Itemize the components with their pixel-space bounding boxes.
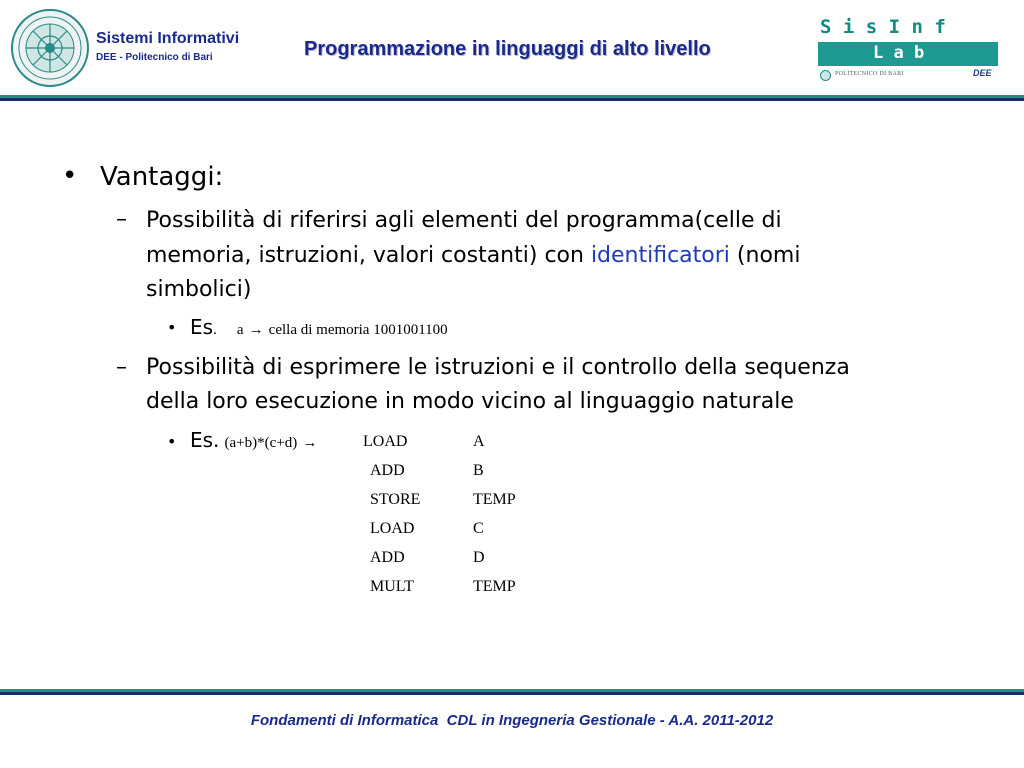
code-arg: B	[473, 462, 484, 479]
code-arg: TEMP	[473, 491, 516, 508]
code-arg: C	[473, 520, 484, 537]
item1-line2	[146, 239, 800, 273]
example1-symbol: a	[236, 322, 244, 338]
code-arg: D	[473, 549, 485, 566]
logo-bottom-text: L a b	[873, 43, 925, 63]
item2-line2: della loro esecuzione in modo vicino al linguaggio naturale	[146, 389, 794, 414]
logo-institution: POLITECNICO DI BARI	[835, 71, 904, 77]
item1-line2-pre: memoria, istruzioni, valori costanti) con	[146, 243, 591, 268]
code-op: ADD	[370, 462, 405, 479]
code-arg: TEMP	[473, 578, 516, 595]
example1-dot: .	[213, 322, 217, 338]
arrow-icon: →	[302, 435, 318, 451]
code-op: STORE	[370, 491, 421, 508]
code-op: LOAD	[370, 520, 415, 537]
footer-text: Fondamenti di Informatica CDL in Ingegneria Gestionale - A.A. 2011-2012	[250, 712, 774, 729]
sub-bullet-dot: •	[167, 432, 177, 451]
example2	[190, 428, 317, 452]
arrow-icon: →	[248, 322, 264, 338]
code-op: ADD	[370, 549, 405, 566]
university-seal-logo	[10, 8, 90, 88]
mini-seal-icon	[820, 70, 831, 81]
brand-title: Sistemi Informativi	[96, 30, 240, 47]
example1	[190, 315, 448, 339]
bullet-vantaggi: Vantaggi:	[100, 162, 224, 192]
code-arg: A	[473, 433, 485, 450]
item1-line2-post: (nomi	[729, 243, 801, 268]
logo-top-text: S i s I n f	[820, 16, 946, 38]
dash-marker: –	[116, 355, 127, 380]
brand-subtitle: DEE - Politecnico di Bari	[96, 52, 213, 63]
code-op: LOAD	[363, 433, 408, 450]
item1-line3: simbolici)	[146, 277, 252, 302]
sub-bullet-dot: •	[167, 318, 177, 337]
example2-label: Es.	[190, 428, 220, 452]
logo-dept: DEE	[973, 68, 992, 78]
footer-divider-navy	[0, 692, 1024, 695]
example2-expression: (a+b)*(c+d)	[224, 435, 298, 451]
bullet-dot: •	[62, 161, 78, 191]
dash-marker: –	[116, 207, 127, 232]
slide-title: Programmazione in linguaggi di alto livello	[304, 38, 711, 60]
example1-label: Es	[190, 315, 214, 339]
identificatori-highlight: identificatori	[590, 243, 730, 268]
item2-line1: Possibilità di esprimere le istruzioni e il controllo della sequenza	[146, 355, 850, 380]
code-op: MULT	[370, 578, 414, 595]
example1-text: cella di memoria 1001001100	[268, 322, 448, 338]
header-divider-navy	[0, 98, 1024, 101]
item1-line1: Possibilità di riferirsi agli elementi del programma(celle di	[146, 208, 782, 233]
